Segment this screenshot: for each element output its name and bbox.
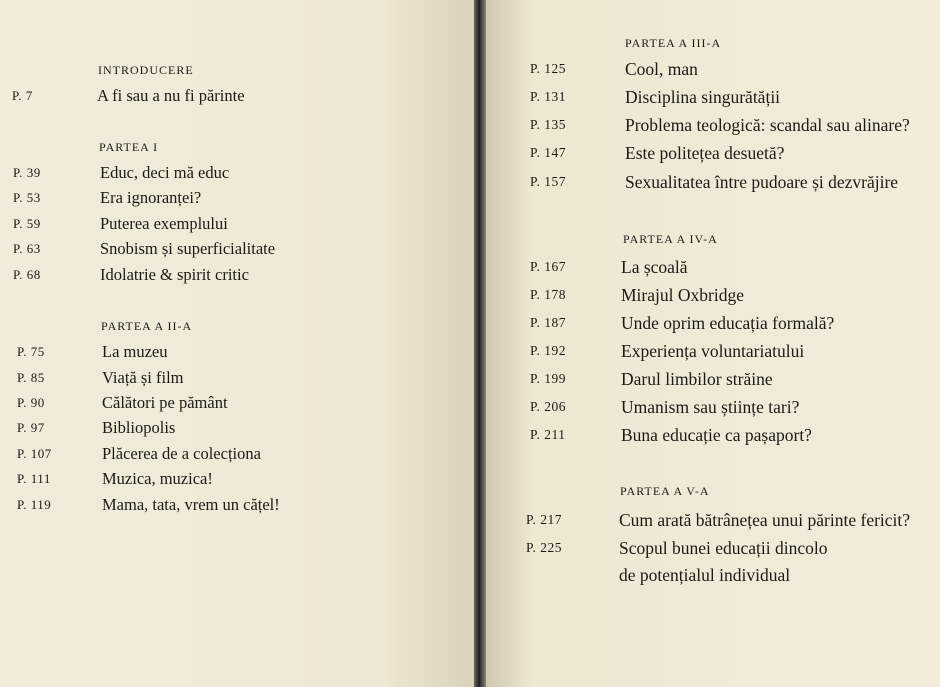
chapter-title: Cum arată bătrânețea unui părinte fericit? — [619, 510, 911, 530]
page-number: P. 39 — [13, 165, 41, 180]
chapter-title: Muzica, muzica! — [102, 469, 213, 488]
chapter-title: Snobism și superficialitate — [100, 239, 276, 258]
page-number: P. 199 — [530, 371, 567, 386]
chapter-title: Educ, deci mă educ — [100, 163, 230, 182]
chapter-title: Idolatrie & spirit critic — [100, 265, 249, 284]
chapter-title: La școală — [621, 257, 688, 277]
page-number: P. 7 — [12, 88, 33, 103]
page-number: P. 135 — [530, 117, 567, 132]
page-number: P. 217 — [526, 512, 563, 527]
chapter-title: Este politețea desuetă? — [625, 143, 785, 163]
section-heading: PARTEA A IV-A — [623, 232, 718, 246]
section-heading: PARTEA A V-A — [620, 484, 710, 498]
section-heading: PARTEA A II-A — [101, 319, 193, 333]
page-number: P. 75 — [17, 344, 45, 359]
section-heading: PARTEA A III-A — [625, 36, 722, 50]
section-heading: PARTEA I — [99, 140, 159, 154]
chapter-title: Călători pe pământ — [102, 393, 228, 412]
page-number: P. 119 — [17, 497, 52, 512]
chapter-title: Cool, man — [625, 59, 698, 79]
page-number: P. 187 — [530, 315, 567, 330]
chapter-title: La muzeu — [102, 342, 168, 361]
chapter-title: Problema teologică: scandal sau alinare? — [625, 115, 910, 135]
page-number: P. 192 — [530, 343, 567, 358]
chapter-title: Darul limbilor străine — [621, 369, 773, 389]
page-number: P. 131 — [530, 89, 567, 104]
page-number: P. 90 — [17, 395, 45, 410]
page-number: P. 225 — [526, 540, 563, 555]
section-heading: INTRODUCERE — [98, 63, 194, 77]
chapter-title: Viață și film — [102, 368, 184, 387]
chapter-title: Mama, tata, vrem un cățel! — [102, 495, 280, 514]
chapter-title-line2: de potențialul individual — [619, 565, 791, 585]
chapter-title: Puterea exemplului — [100, 214, 228, 233]
page-number: P. 211 — [530, 427, 566, 442]
chapter-title: Era ignoranței? — [100, 188, 202, 207]
page-number: P. 111 — [17, 471, 51, 486]
page-number: P. 125 — [530, 61, 567, 76]
page-number: P. 85 — [17, 370, 45, 385]
chapter-title: Plăcerea de a colecționa — [102, 444, 261, 463]
page-number: P. 97 — [17, 420, 45, 435]
page-number: P. 167 — [530, 259, 567, 274]
page-number: P. 206 — [530, 399, 567, 414]
chapter-title: Unde oprim educația formală? — [621, 313, 835, 333]
chapter-title: Experiența voluntariatului — [621, 341, 805, 361]
page-number: P. 53 — [13, 190, 41, 205]
page-number: P. 178 — [530, 287, 567, 302]
page-number: P. 68 — [13, 267, 41, 282]
chapter-title: Sexualitatea între pudoare și dezvrăjire — [625, 172, 899, 192]
page-number: P. 59 — [13, 216, 41, 231]
chapter-title: Scopul bunei educații dincolo — [619, 538, 828, 558]
page-number: P. 157 — [530, 174, 567, 189]
book-gutter — [474, 0, 486, 687]
page-number: P. 107 — [17, 446, 52, 461]
chapter-title: A fi sau a nu fi părinte — [97, 86, 245, 105]
right-page — [486, 0, 940, 687]
chapter-title: Buna educație ca pașaport? — [621, 425, 812, 445]
chapter-title: Mirajul Oxbridge — [621, 285, 744, 305]
chapter-title: Umanism sau științe tari? — [621, 397, 800, 417]
chapter-title: Bibliopolis — [102, 418, 176, 437]
chapter-title: Disciplina singurătății — [625, 87, 781, 107]
page-number: P. 147 — [530, 145, 567, 160]
page-number: P. 63 — [13, 241, 41, 256]
